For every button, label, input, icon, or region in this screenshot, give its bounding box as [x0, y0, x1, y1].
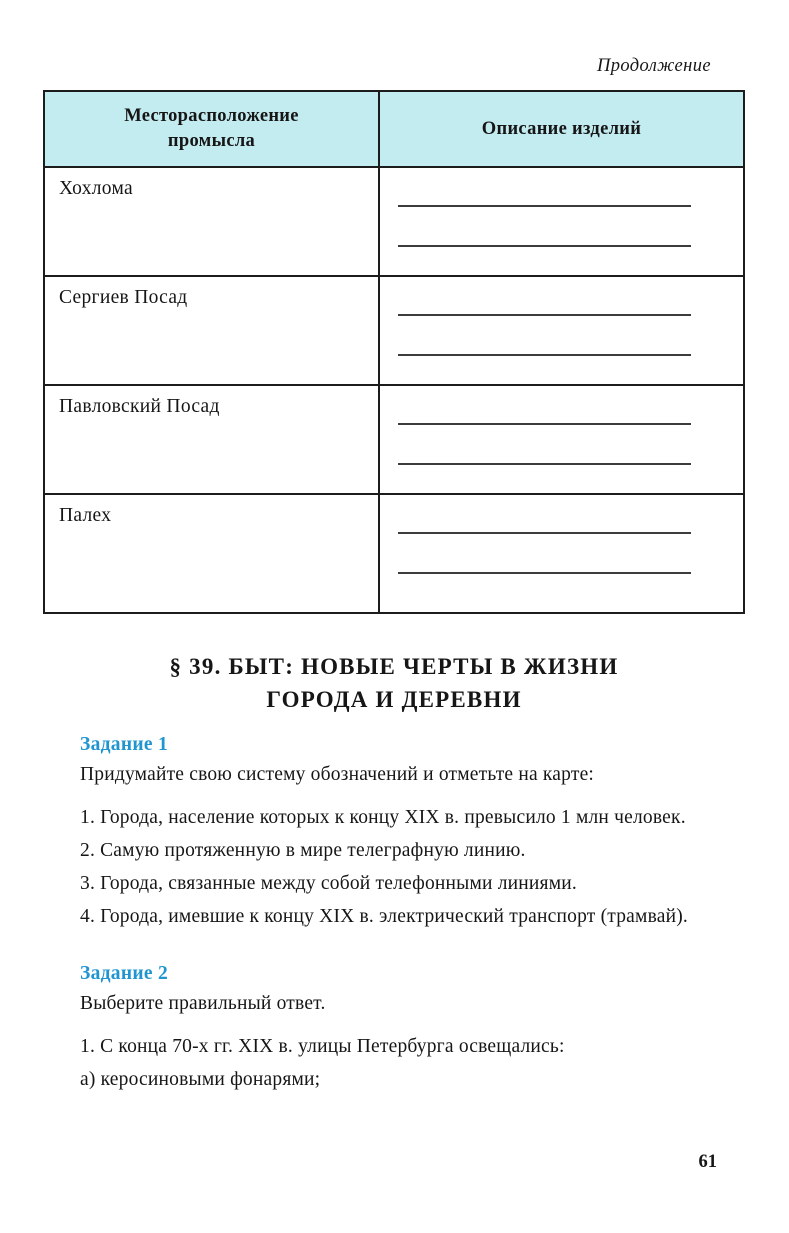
table-row [44, 385, 744, 494]
place-cell: Сергиев Посад [44, 276, 379, 385]
table-header-location: Месторасположение промысла [44, 91, 379, 167]
answer-blank-line [398, 495, 691, 534]
description-cell [379, 385, 744, 494]
task2-label: Задание 2 [80, 963, 169, 984]
task2-intro: Выберите правильный ответ. [80, 993, 326, 1014]
answer-blank-line [398, 277, 691, 316]
description-cell [379, 167, 744, 276]
crafts-table [43, 90, 745, 614]
answer-blank-line [398, 207, 691, 247]
task1-label: Задание 1 [80, 734, 169, 755]
task1-item-3: 3. Города, связанные между собой телефонными линиями. [80, 873, 577, 894]
place-cell: Павловский Посад [44, 385, 379, 494]
place-cell: Хохлома [44, 167, 379, 276]
answer-blank-line [398, 168, 691, 207]
section-title [43, 650, 745, 716]
task2-option-a: а) керосиновыми фонарями; [80, 1069, 321, 1090]
table-row [44, 494, 744, 613]
table-header-row [44, 91, 744, 167]
description-cell [379, 276, 744, 385]
section-title-line: § 39. БЫТ: НОВЫЕ ЧЕРТЫ В ЖИЗНИ [169, 654, 619, 679]
task1-item-1: 1. Города, население которых к концу XIX в. превысило 1 млн человек. [80, 807, 686, 828]
task2-question: 1. С конца 70-х гг. XIX в. улицы Петербурга освещались: [80, 1036, 565, 1057]
task1-item-2: 2. Самую протяженную в мире телеграфную линию. [80, 840, 526, 861]
page-number: 61 [698, 1152, 717, 1172]
table-row [44, 167, 744, 276]
answer-blank-line [398, 425, 691, 465]
place-cell: Палех [44, 494, 379, 613]
task1-intro: Придумайте свою систему обозначений и отметьте на карте: [80, 764, 595, 785]
continuation-label: Продолжение [596, 56, 711, 76]
answer-blank-line [398, 534, 691, 574]
task1-item-4: 4. Города, имевшие к концу XIX в. электрический транспорт (трамвай). [80, 906, 688, 927]
answer-blank-line [398, 316, 691, 356]
table-row [44, 276, 744, 385]
answer-blank-line [398, 386, 691, 425]
description-cell [379, 494, 744, 613]
section-title-line: ГОРОДА И ДЕРЕВНИ [266, 687, 522, 712]
table-header-description: Описание изделий [379, 91, 744, 167]
